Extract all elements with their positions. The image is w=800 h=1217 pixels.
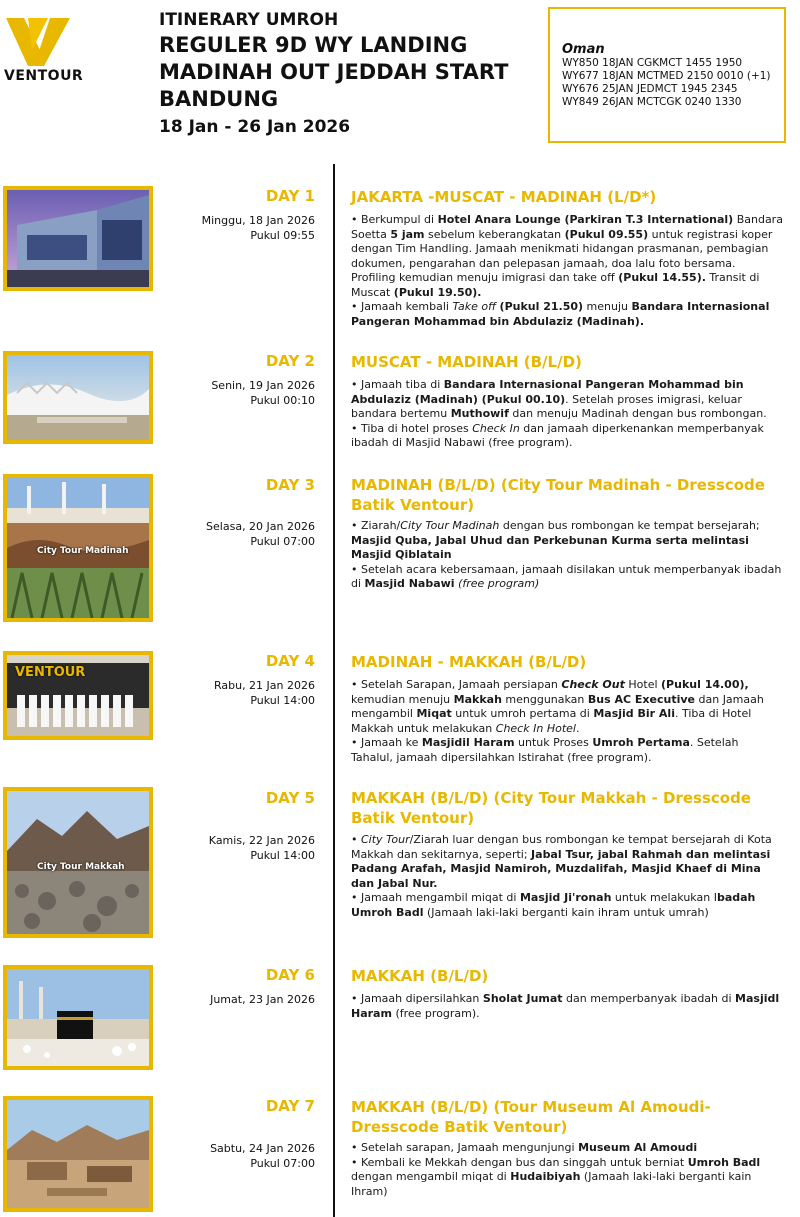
itinerary-paragraph: • Tiba di hotel proses Check In dan jamaah diperkenankan memperbanyak ibadah di Masjid Nabawi (free program). <box>351 421 764 449</box>
photo-caption: City Tour Makkah <box>37 862 125 872</box>
day-5-date <box>209 833 315 863</box>
itinerary-paragraph: • City Tour/Ziarah luar dengan bus rombongan ke tempat bersejarah di Kota Makkah dan sekitarnya, seperti; Jabal Tsur, jabal Rahmah dan melintasi Padang Arafah, Masjid Namiroh, Muzdalifah, Masjid Khaef di Mina dan Jabal Nur. <box>351 833 772 890</box>
day-6-body <box>351 992 783 1021</box>
flight-schedule-box <box>548 7 786 143</box>
trip-dates: 18 Jan - 26 Jan 2026 <box>159 117 351 137</box>
day-time: Pukul 14:00 <box>250 694 315 707</box>
photo-caption: City Tour Madinah <box>37 546 129 556</box>
day-time: Pukul 00:10 <box>250 394 315 407</box>
day-3-title: MADINAH (B/L/D) (City Tour Madinah - Dresscode Batik Ventour) <box>351 476 765 514</box>
day-3-photo <box>3 474 153 622</box>
day-2-title: MUSCAT - MADINAH (B/L/D) <box>351 353 582 371</box>
flight-line: WY677 18JAN MCTMED 2150 0010 (+1) <box>562 70 771 82</box>
day-3-body <box>351 519 783 592</box>
day-4-label: DAY 4 <box>265 652 315 670</box>
itinerary-header <box>159 10 539 137</box>
airline-name: Oman <box>562 42 605 57</box>
day-time: Pukul 07:00 <box>250 1157 315 1170</box>
day-1-title: JAKARTA -MUSCAT - MADINAH (L/D*) <box>351 188 657 206</box>
timeline-divider <box>333 164 335 1217</box>
day-7-label: DAY 7 <box>265 1097 315 1115</box>
day-4-body <box>351 678 783 765</box>
day-7-body <box>351 1141 783 1199</box>
day-2-date <box>211 378 315 408</box>
day-7-title: MAKKAH (B/L/D) (Tour Museum Al Amoudi- Dresscode Batik Ventour) <box>351 1098 711 1136</box>
flight-line: WY849 26JAN MCTCGK 0240 1330 <box>562 96 742 108</box>
itinerary-paragraph: • Jamaah ke Masjidil Haram untuk Proses Umroh Pertama. Setelah Tahalul, jamaah dipersilahkan Istirahat (free program). <box>351 736 739 764</box>
day-5-photo <box>3 787 153 938</box>
day-date: Minggu, 18 Jan 2026 <box>201 214 315 227</box>
day-5-title: MAKKAH (B/L/D) (City Tour Makkah - Dresscode Batik Ventour) <box>351 789 751 827</box>
madinah-airport-photo <box>7 355 149 440</box>
brand-name: VENTOUR <box>4 68 84 84</box>
kaaba-masjidil-haram-photo <box>7 969 149 1066</box>
day-1-date <box>202 213 315 243</box>
itinerary-paragraph: • Jamaah mengambil miqat di Masjid Ji'ronah untuk melakukan Ibadah Umroh Badl (Jamaah laki-laki berganti kain ihram untuk umrah) <box>351 891 756 919</box>
flight-line: WY850 18JAN CGKMCT 1455 1950 <box>562 57 743 69</box>
itinerary-paragraph: • Setelah Sarapan, Jamaah persiapan Check Out Hotel (Pukul 14.00), kemudian menuju Makkah menggunakan Bus AC Executive dan Jamaah mengambil Miqat untuk umroh pertama di Masjid Bir Ali. Tiba di Hotel Makkah untuk melakukan Check In Hotel. <box>351 678 764 735</box>
day-7-photo <box>3 1096 153 1212</box>
package-title: REGULER 9D WY LANDING MADINAH OUT JEDDAH START BANDUNG <box>159 33 509 111</box>
day-time: Pukul 09:55 <box>250 229 315 242</box>
itinerary-paragraph: • Berkumpul di Hotel Anara Lounge (Parkiran T.3 International) Bandara Soetta 5 jam sebelum keberangkatan (Pukul 09.55) untuk registrasi koper dengan Tim Handling. Jamaah menikmati hidangan prasmanan, pembagian dokumen, pengarahan dan pelepasan jamaah, doa lalu foto bersama. Profiling kemudian menuju imigrasi dan take off (Pukul 14.55). Transit di Muscat (Pukul 19.50). <box>351 213 783 299</box>
day-7-date <box>210 1141 315 1171</box>
day-5-body <box>351 833 783 920</box>
day-date: Selasa, 20 Jan 2026 <box>206 520 315 533</box>
day-date: Sabtu, 24 Jan 2026 <box>210 1142 315 1155</box>
day-date: Jumat, 23 Jan 2026 <box>210 993 315 1006</box>
day-1-label: DAY 1 <box>265 187 315 205</box>
itinerary-paragraph: • Jamaah dipersilahkan Sholat Jumat dan memperbanyak ibadah di Masjidl Haram (free program). <box>351 992 780 1020</box>
itinerary-paragraph: • Jamaah tiba di Bandara Internasional Pangeran Mohammad bin Abdulaziz (Madinah) (Pukul 00.10). Setelah proses imigrasi, keluar bandara bertemu Muthowif dan menuju Madinah dengan bus rombongan. <box>351 378 767 420</box>
day-6-title: MAKKAH (B/L/D) <box>351 967 489 985</box>
day-3-date <box>206 519 315 549</box>
day-1-body <box>351 213 783 329</box>
day-6-label: DAY 6 <box>265 966 315 984</box>
day-date: Kamis, 22 Jan 2026 <box>208 834 315 847</box>
day-date: Senin, 19 Jan 2026 <box>211 379 315 392</box>
day-date: Rabu, 21 Jan 2026 <box>213 679 315 692</box>
photo-caption: VENTOUR <box>15 665 86 680</box>
day-2-body <box>351 378 783 451</box>
itinerary-paragraph: • Jamaah kembali Take off (Pukul 21.50) menuju Bandara Internasional Pangeran Mohammad bin Abdulaziz (Madinah). <box>351 300 770 328</box>
day-6-photo <box>3 965 153 1070</box>
itinerary-paragraph: • Ziarah/City Tour Madinah dengan bus rombongan ke tempat bersejarah; Masjid Quba, Jabal Uhud dan Perkebunan Kurma serta melintasi Masjid Qiblatain <box>351 519 760 561</box>
day-time: Pukul 14:00 <box>250 849 315 862</box>
day-2-photo <box>3 351 153 444</box>
itinerary-paragraph: • Setelah sarapan, Jamaah mengunjungi Museum Al Amoudi <box>351 1141 698 1154</box>
itinerary-paragraph: • Kembali ke Mekkah dengan bus dan singgah untuk berniat Umroh Badl dengan mengambil miqat di Hudaibiyah (Jamaah laki-laki berganti kain Ihram) <box>351 1155 761 1198</box>
flight-line: WY676 25JAN JEDMCT 1945 2345 <box>562 83 738 95</box>
day-5-label: DAY 5 <box>265 789 315 807</box>
day-4-title: MADINAH - MAKKAH (B/L/D) <box>351 653 587 671</box>
day-4-photo <box>3 651 153 740</box>
day-2-label: DAY 2 <box>265 352 315 370</box>
day-4-date <box>214 678 315 708</box>
ventour-v-logo-icon <box>4 14 74 70</box>
itinerary-subtitle: ITINERARY UMROH <box>159 10 339 30</box>
day-time: Pukul 07:00 <box>250 535 315 548</box>
museum-al-amoudi-photo <box>7 1100 149 1208</box>
itinerary-paragraph: • Setelah acara kebersamaan, jamaah disilakan untuk memperbanyak ibadah di Masjid Nabawi (free program) <box>351 562 782 590</box>
airport-lounge-photo <box>7 190 149 287</box>
day-6-date <box>210 992 315 1007</box>
day-3-label: DAY 3 <box>265 476 315 494</box>
day-1-photo <box>3 186 153 291</box>
